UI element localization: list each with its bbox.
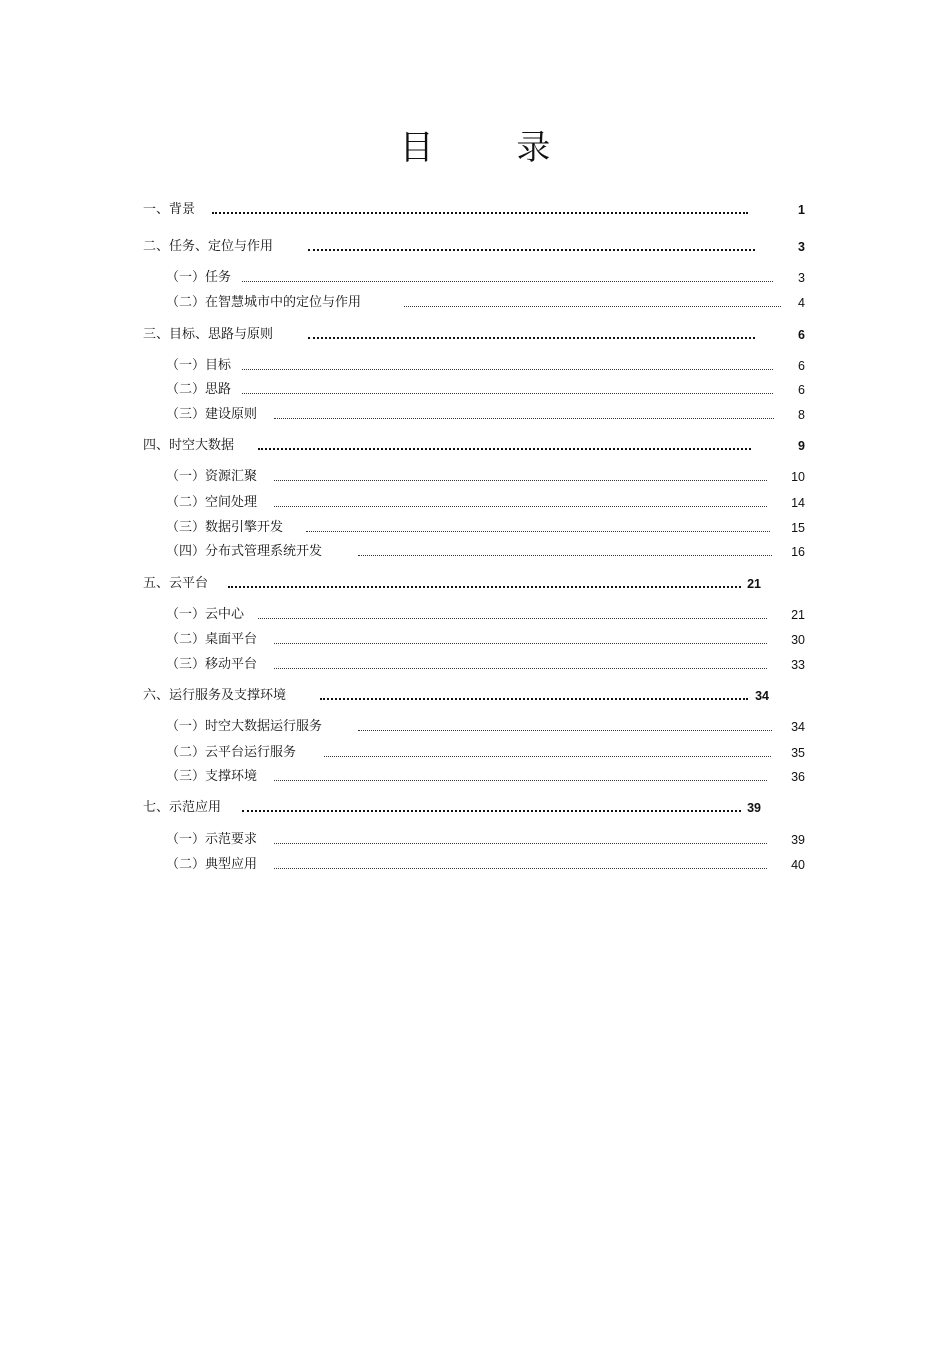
toc-leader-dots	[274, 868, 767, 869]
toc-page-number: 36	[791, 770, 805, 784]
toc-entry-label: （二）云平台运行服务	[166, 745, 297, 760]
toc-page-number: 10	[791, 470, 805, 484]
toc-entry-label: 二、任务、定位与作用	[143, 239, 274, 254]
toc-leader-dots	[242, 281, 773, 282]
toc-entry-label: 三、目标、思路与原则	[143, 327, 274, 342]
toc-section-entry[interactable]	[0, 743, 950, 763]
toc-leader-dots	[274, 418, 774, 419]
toc-entry-label: （一）示范要求	[166, 832, 258, 847]
toc-leader-dots	[358, 555, 772, 556]
toc-page-number: 35	[791, 746, 805, 760]
toc-section-entry[interactable]	[0, 493, 950, 513]
toc-page-number: 4	[798, 296, 805, 310]
toc-page-number: 6	[798, 383, 805, 397]
toc-leader-dots	[306, 531, 770, 532]
toc-leader-dots	[242, 393, 773, 394]
toc-section-entry[interactable]	[0, 630, 950, 650]
toc-leader-dots	[258, 618, 767, 619]
toc-page-number: 39	[747, 801, 761, 815]
toc-entry-label: 七、示范应用	[143, 800, 222, 815]
toc-chapter-entry[interactable]	[0, 200, 950, 220]
toc-leader-dots	[274, 780, 767, 781]
toc-leader-dots	[404, 306, 781, 307]
toc-entry-label: 四、时空大数据	[143, 438, 235, 453]
toc-entry-label: （二）在智慧城市中的定位与作用	[166, 295, 362, 310]
toc-chapter-entry[interactable]	[0, 436, 950, 456]
toc-page-number: 6	[798, 359, 805, 373]
toc-page-number: 9	[798, 439, 805, 453]
toc-entry-label: （二）空间处理	[166, 495, 258, 510]
toc-leader-dots	[212, 212, 748, 214]
toc-entry-label: （一）资源汇聚	[166, 469, 258, 484]
toc-leader-dots	[274, 643, 767, 644]
toc-chapter-entry[interactable]	[0, 686, 950, 706]
toc-section-entry[interactable]	[0, 542, 950, 562]
toc-entry-label: （三）支撑环境	[166, 769, 258, 784]
toc-page-number: 40	[791, 858, 805, 872]
toc-page-number: 8	[798, 408, 805, 422]
toc-page-number: 21	[791, 608, 805, 622]
toc-page-number: 1	[798, 203, 805, 217]
toc-leader-dots	[274, 506, 767, 507]
toc-section-entry[interactable]	[0, 405, 950, 425]
toc-leader-dots	[274, 480, 767, 481]
toc-page-number: 30	[791, 633, 805, 647]
toc-chapter-entry[interactable]	[0, 798, 950, 818]
toc-section-entry[interactable]	[0, 380, 950, 400]
toc-entry-label: （三）建设原则	[166, 407, 258, 422]
toc-chapter-entry[interactable]	[0, 574, 950, 594]
toc-entry-label: （三）移动平台	[166, 657, 258, 672]
page-title: 目 录	[399, 128, 587, 168]
toc-entry-label: 六、运行服务及支撑环境	[143, 688, 287, 703]
toc-entry-label: （四）分布式管理系统开发	[166, 544, 323, 559]
toc-entry-label: （二）桌面平台	[166, 632, 258, 647]
toc-entry-label: （三）数据引擎开发	[166, 520, 284, 535]
toc-entry-label: （一）任务	[166, 270, 232, 285]
toc-page-number: 3	[798, 240, 805, 254]
toc-section-entry[interactable]	[0, 605, 950, 625]
toc-section-entry[interactable]	[0, 767, 950, 787]
toc-entry-label: （一）云中心	[166, 607, 245, 622]
toc-leader-dots	[242, 369, 773, 370]
toc-section-entry[interactable]	[0, 467, 950, 487]
toc-entry-label: 一、背景	[143, 202, 196, 217]
toc-page-number: 16	[791, 545, 805, 559]
toc-page-number: 14	[791, 496, 805, 510]
toc-page-number: 34	[791, 720, 805, 734]
toc-chapter-entry[interactable]	[0, 237, 950, 257]
toc-leader-dots	[228, 586, 741, 588]
toc-leader-dots	[358, 730, 772, 731]
toc-section-entry[interactable]	[0, 268, 950, 288]
toc-leader-dots	[320, 698, 748, 700]
toc-page-number: 39	[791, 833, 805, 847]
toc-page-number: 15	[791, 521, 805, 535]
toc-section-entry[interactable]	[0, 830, 950, 850]
toc-section-entry[interactable]	[0, 293, 950, 313]
toc-page-number: 33	[791, 658, 805, 672]
toc-chapter-entry[interactable]	[0, 325, 950, 345]
toc-section-entry[interactable]	[0, 655, 950, 675]
toc-leader-dots	[324, 756, 771, 757]
toc-page-number: 3	[798, 271, 805, 285]
toc-leader-dots	[308, 337, 755, 339]
toc-section-entry[interactable]	[0, 518, 950, 538]
toc-leader-dots	[258, 448, 751, 450]
toc-section-entry[interactable]	[0, 717, 950, 737]
toc-section-entry[interactable]	[0, 855, 950, 875]
toc-leader-dots	[274, 843, 767, 844]
toc-section-entry[interactable]	[0, 356, 950, 376]
toc-page-number: 6	[798, 328, 805, 342]
toc-entry-label: （二）思路	[166, 382, 232, 397]
toc-leader-dots	[308, 249, 755, 251]
toc-entry-label: （一）目标	[166, 358, 232, 373]
toc-leader-dots	[242, 810, 741, 812]
toc-page-number: 21	[747, 577, 761, 591]
toc-leader-dots	[274, 668, 767, 669]
toc-page-number: 34	[755, 689, 769, 703]
toc-entry-label: （一）时空大数据运行服务	[166, 719, 323, 734]
toc-entry-label: （二）典型应用	[166, 857, 258, 872]
toc-entry-label: 五、云平台	[143, 576, 209, 591]
